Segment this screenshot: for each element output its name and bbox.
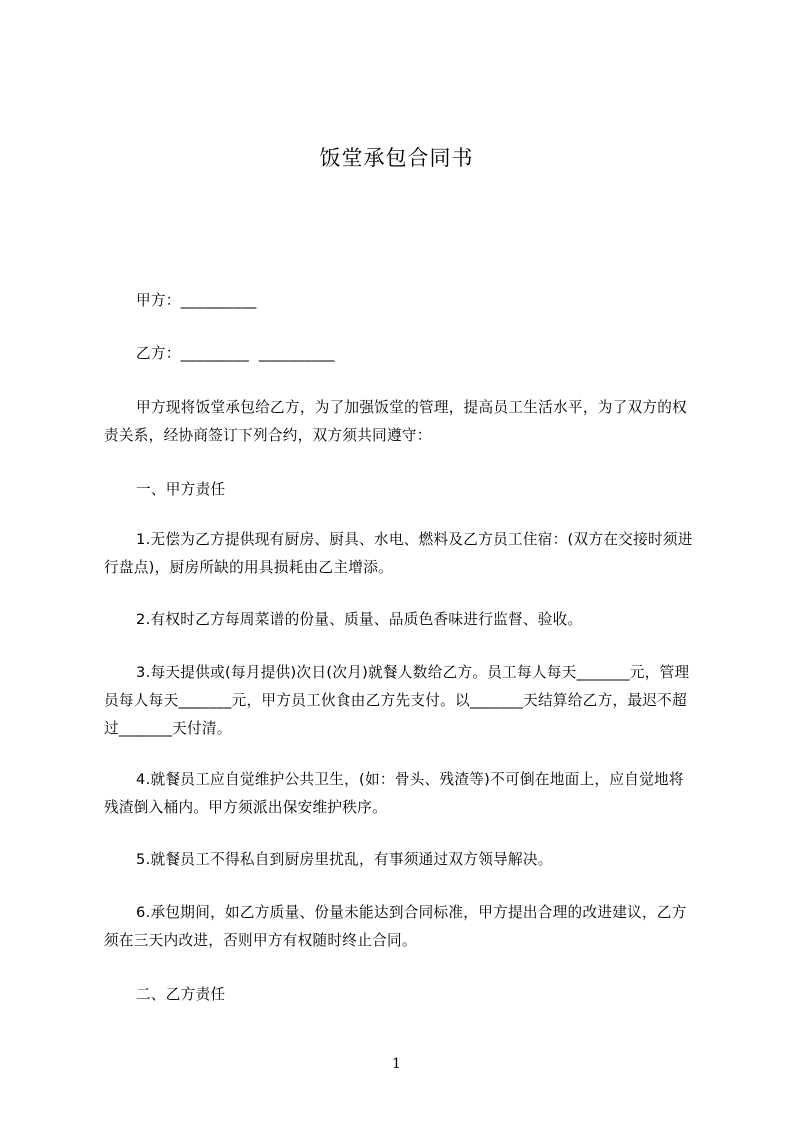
clause-2: 2.有权时乙方每周菜谱的份量、质量、品质色香味进行监督、验收。 [136,611,583,628]
clause-6: 6.承包期间，如乙方质量、份量未能达到合同标准，甲方提出合理的改进建议，乙方须在三天内改进，否则甲方有权随时终止合同。 [104,904,687,949]
section-heading-party-b: 二、乙方责任 [136,986,226,1003]
document-title: 饭堂承包合同书 [319,146,474,170]
intro-paragraph: 甲方现将饭堂承包给乙方，为了加强饭堂的管理，提高员工生活水平，为了双方的权责关系，经协商签订下列合约，双方须共同遵守： [104,399,688,444]
clause-1: 1.无偿为乙方提供现有厨房、厨具、水电、燃料及乙方员工住宿：(双方在交接时须进行盘点)，厨房所缺的用具损耗由乙主增添。 [104,531,693,576]
party-b-line: 乙方：_________ __________ [136,345,335,362]
clause-5: 5.就餐员工不得私自到厨房里扰乱，有事须通过双方领导解决。 [136,851,553,868]
clause-3: 3.每天提供或(每月提供)次日(次月)就餐人数给乙方。员工每人每天_______元，管理员每人每天_______元，甲方员工伙食由乙方先支付。以_______天结算给乙方，最迟不超过_______天付清。 [104,664,690,737]
page-number: 1 [392,1056,401,1072]
party-a-line: 甲方：__________ [136,292,257,309]
clause-4: 4.就餐员工应自觉维护公共卫生，(如：骨头、残渣等)不可倒在地面上，应自觉地将残渣倒入桶内。甲方须派出保安维护秩序。 [104,771,684,816]
section-heading-party-a: 一、甲方责任 [136,481,226,498]
